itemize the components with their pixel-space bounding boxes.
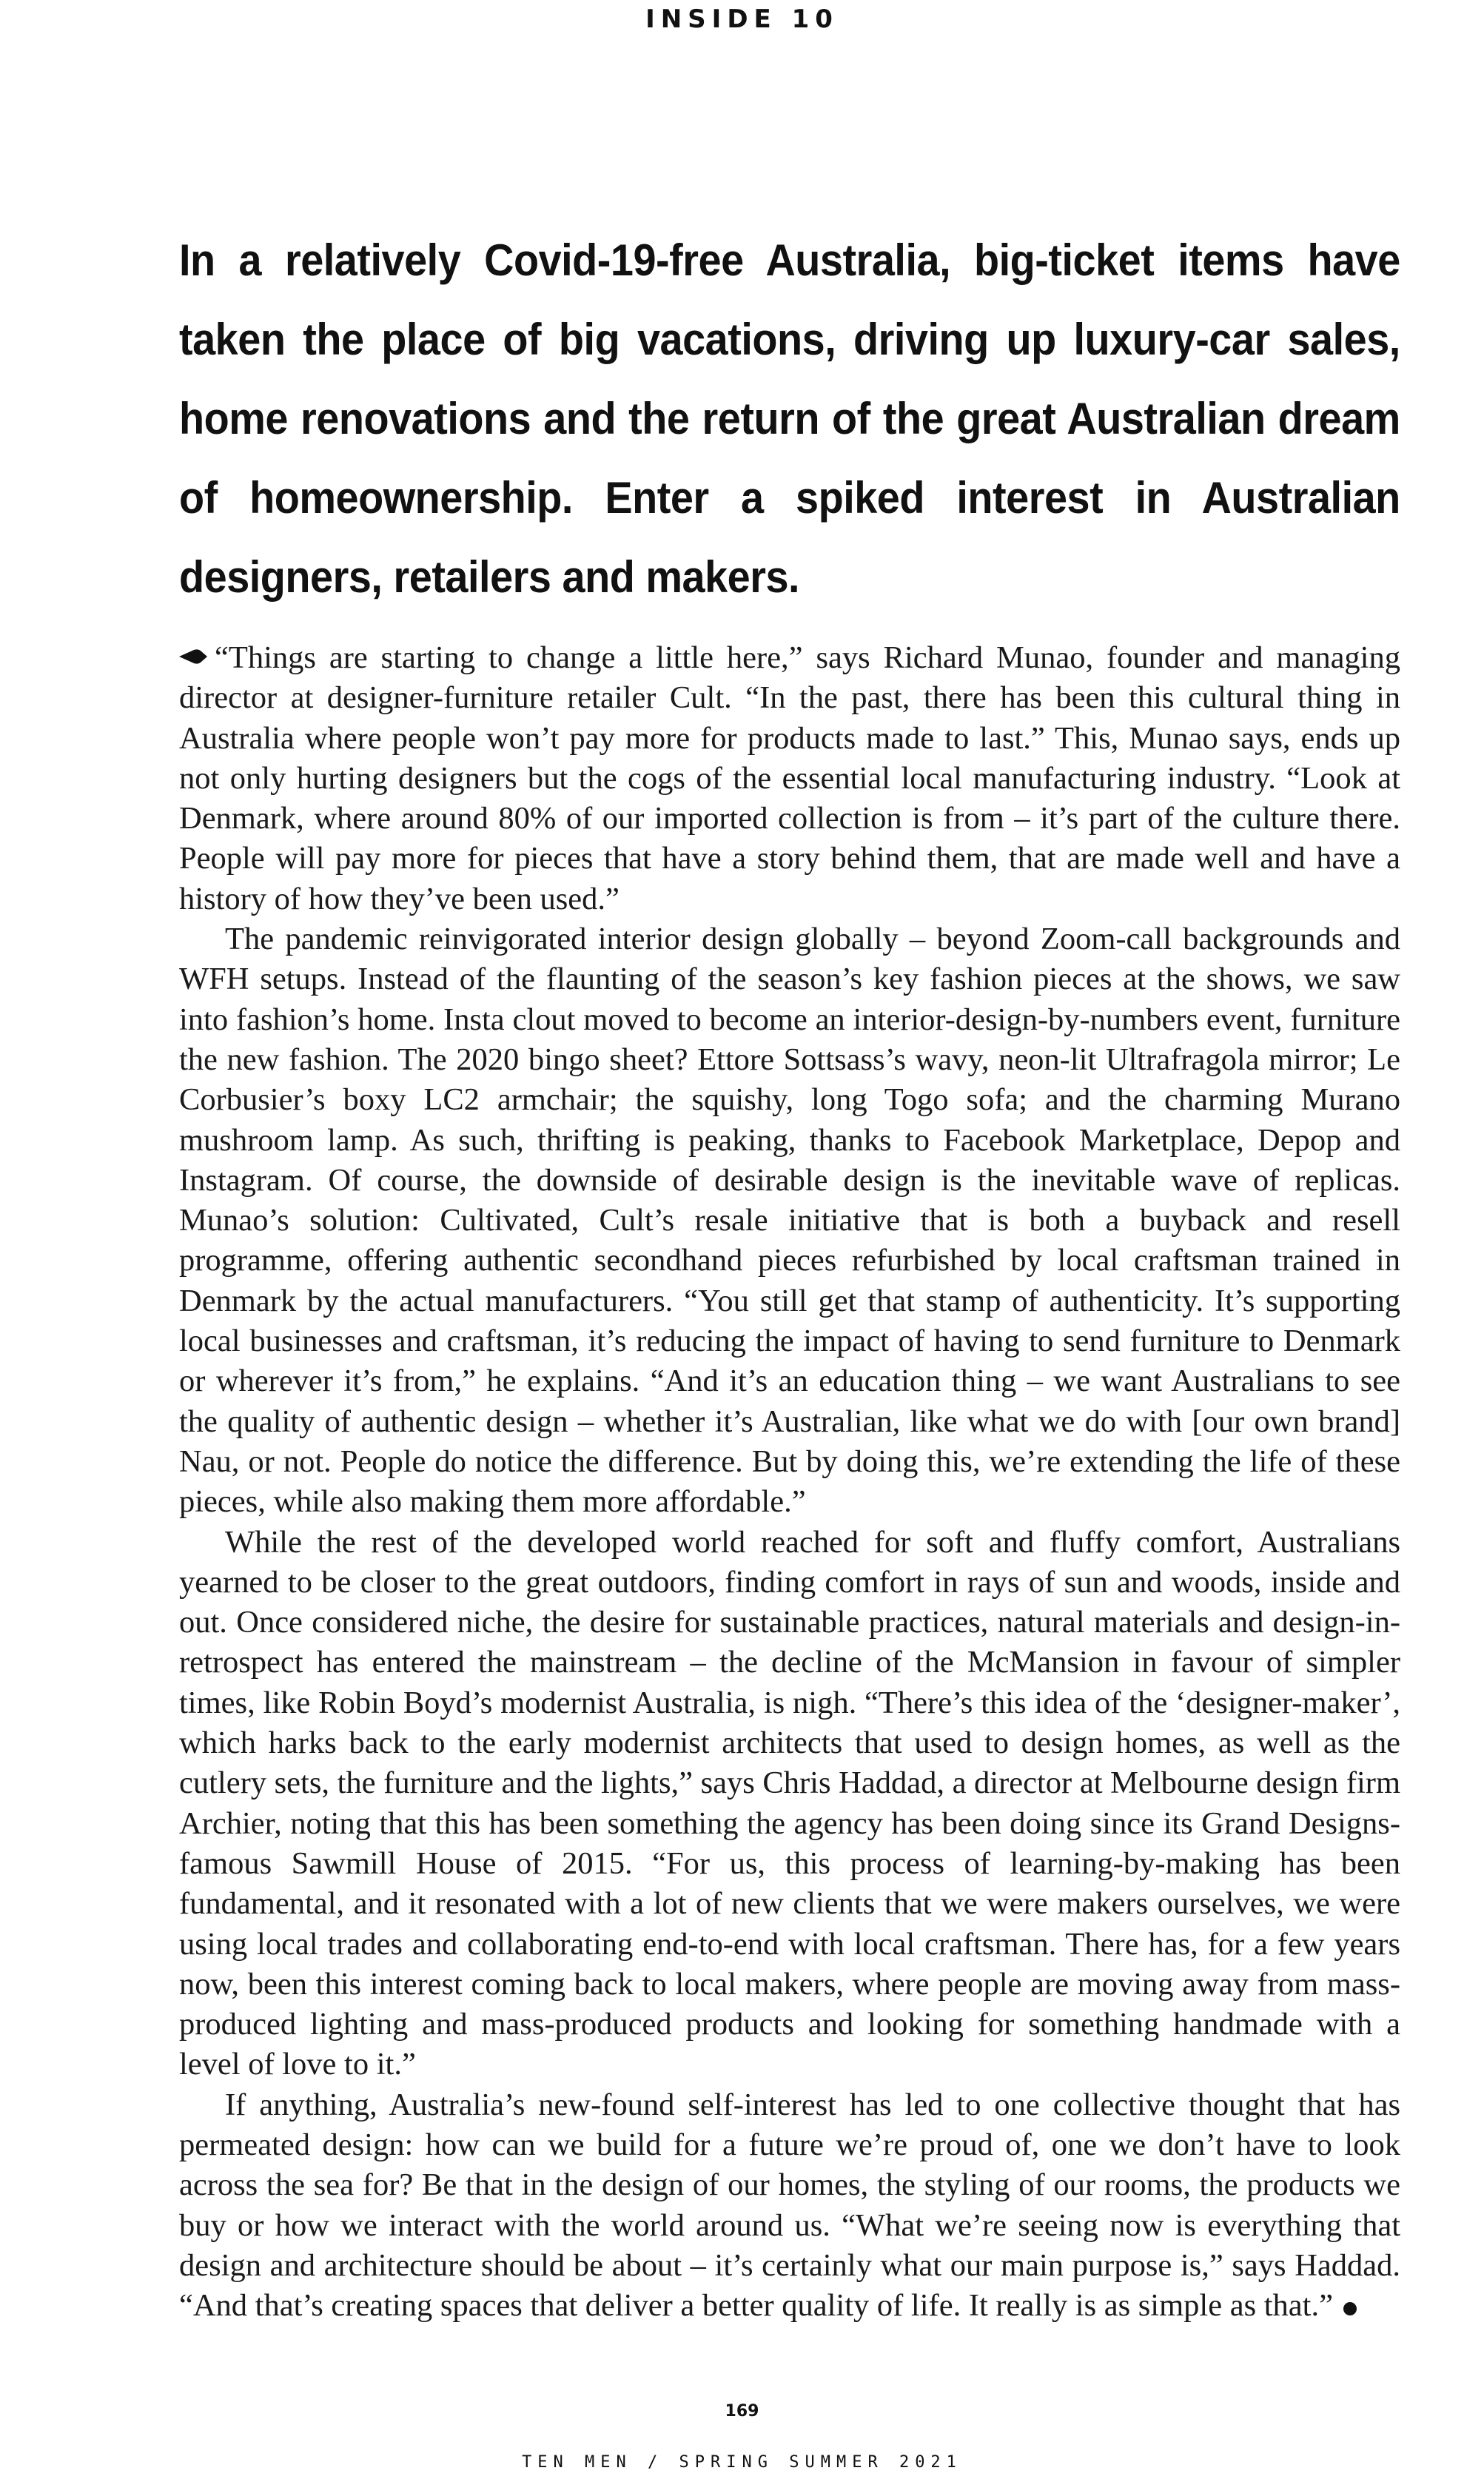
pointing-hand-icon [179,635,207,651]
end-dot-icon [1343,2302,1357,2315]
paragraph-1 [179,635,1400,919]
page-number: 169 [725,2402,759,2421]
paragraph-text: “Things are starting to change a little here,” says Richard Munao, founder and managing director at designer-furniture retailer Cult. “In the past, there has been this cultural thing in Australia where people won’t pay more for products made to last.” This, Munao says, ends up not only hurting designers but the cogs of the essential local manufacturing industry. “Look at Denmark, where around 80% of our imported collection is from – it’s part of the culture there. People will pay more for pieces that have a story behind them, that are made well and have a history of how they’ve been used.” [179,640,1400,916]
paragraph-text: If anything, Australia’s new-found self-interest has led to one collective thought that has permeated design: how can we build for a future we’re proud of, one we don’t have to look across the sea for? Be that in the design of our homes, the styling of our rooms, the products we buy or how we interact with the world around us. “What we’re seeing now is everything that design and architecture should be about – it’s certainly what our main purpose is,” says Haddad. “And that’s creating spaces that deliver a better quality of life. It really is as simple as that.” [179,2087,1400,2324]
article-body [179,635,1400,2326]
paragraph-4 [179,2085,1400,2327]
publication-footer: TEN MEN / SPRING SUMMER 2021 [522,2453,962,2472]
paragraph-3: While the rest of the developed world reached for soft and fluffy comfort, Australians yearned to be closer to the great outdoors, finding comfort in rays of sun and woods, inside and out. Once considered niche, the desire for sustainable practices, natural materials and design-in-retrospect has entered the mainstream – the decline of the McMansion in favour of simpler times, like Robin Boyd’s modernist Australia, is nigh. “There’s this idea of the ‘designer-maker’, which harks back to the early modernist architects that used to design homes, as well as the cutlery sets, the furniture and the lights,” says Chris Haddad, a director at Melbourne design firm Archier, noting that this has been something the agency has been doing since its Grand Designs-famous Sawmill House of 2015. “For us, this process of learning-by-making has been fundamental, and it resonated with a lot of new clients that we were makers ourselves, we were using local trades and collaborating end-to-end with local craftsman. There has, for a few years now, been this interest coming back to local makers, where people are moving away from mass-produced lighting and mass-produced products and looking for something handmade with a level of love to it.” [179,1524,1400,2082]
section-title: INSIDE 10 [645,4,839,34]
paragraph-2: The pandemic reinvigorated interior design globally – beyond Zoom-call backgrounds and WFH setups. Instead of the flaunting of the season’s key fashion pieces at the shows, we saw into fashion’s home. Insta clout moved to become an interior-design-by-numbers event, furniture the new fashion. The 2020 bingo sheet? Ettore Sottsass’s wavy, neon-lit Ultrafragola mirror; Le Corbusier’s boxy LC2 armchair; the squishy, long Togo sofa; and the charming Murano mushroom lamp. As such, thrifting is peaking, thanks to Facebook Marketplace, Depop and Instagram. Of course, the downside of desirable design is the inevitable wave of replicas. Munao’s solution: Cultivated, Cult’s resale initiative that is both a buyback and resell programme, offering authentic secondhand pieces refurbished by local craftsman trained in Denmark by the actual manufacturers. “You still get that stamp of authenticity. It’s supporting local businesses and craftsman, it’s reducing the impact of having to send furniture to Denmark or wherever it’s from,” he explains. “And it’s an education thing – we want Australians to see the quality of authentic design – whether it’s Australian, like what we do with [our own brand] Nau, or not. People do notice the difference. But by doing this, we’re extending the life of these pieces, while also making them more affordable.” [179,922,1400,1520]
standfirst: In a relatively Covid-19-free Australia, big-ticket items have taken the place of big vacations, driving up luxury-car sales, home renovations and the return of the great Australian dream of homeownership. Enter a spiked interest in Australian designers, retailers and makers. [179,235,1400,602]
